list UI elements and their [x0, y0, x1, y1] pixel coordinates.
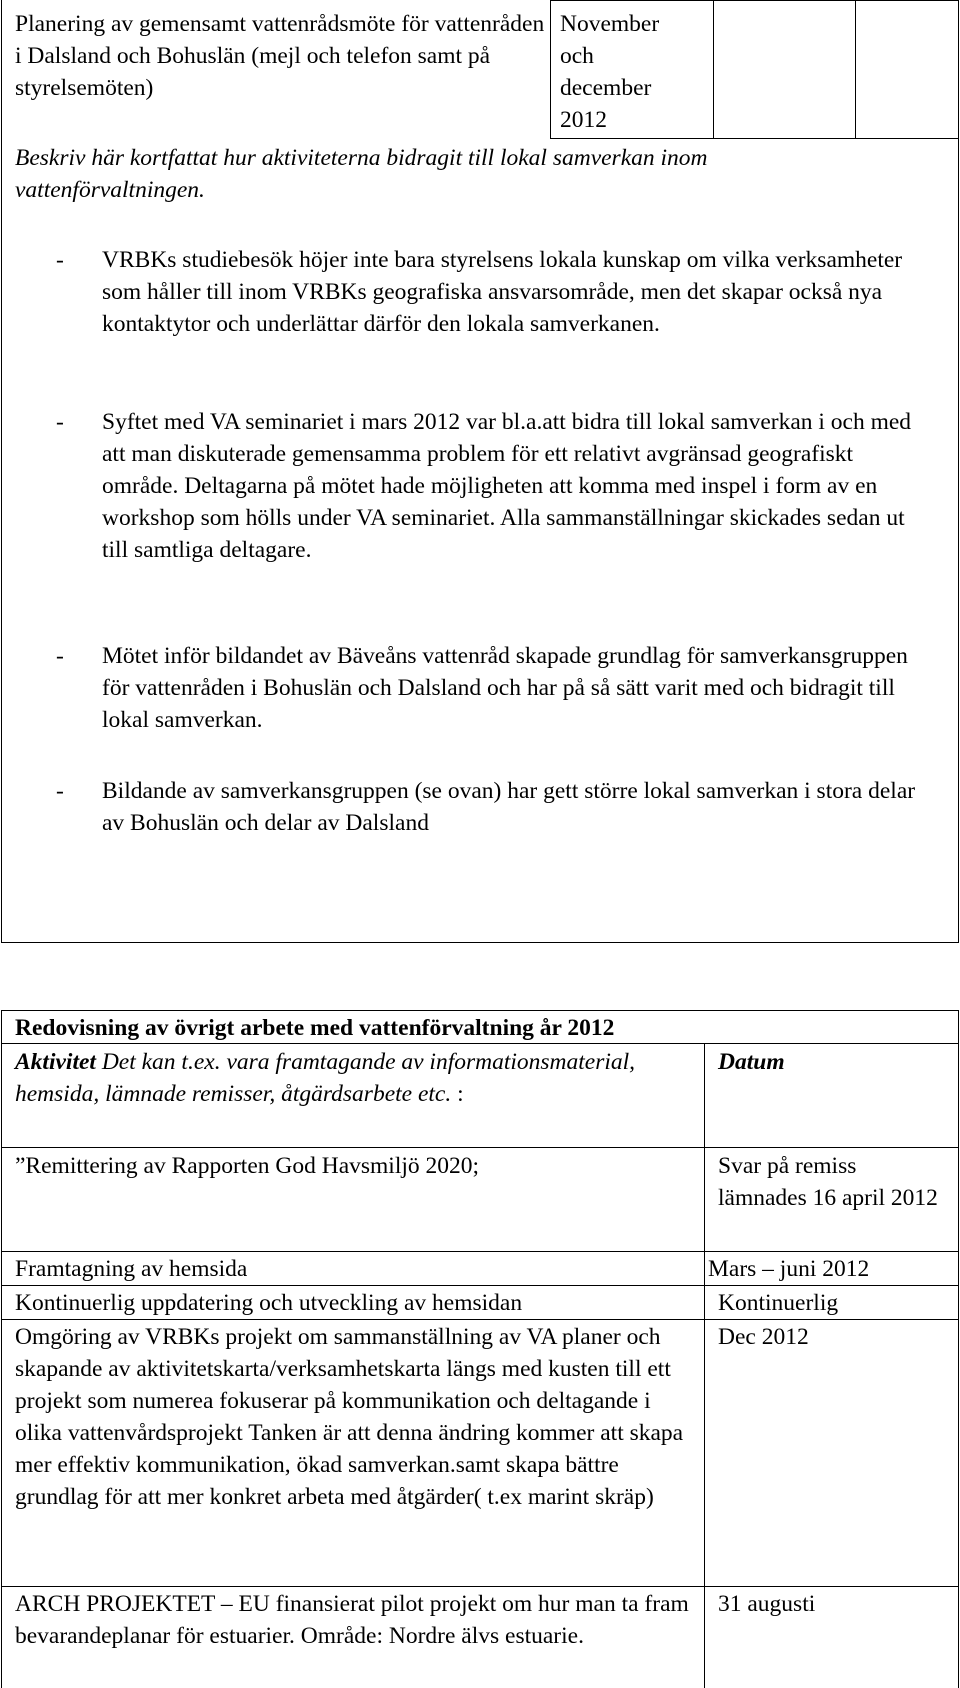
table2-title: Redovisning av övrigt arbete med vattenförvaltning år 2012: [15, 1015, 615, 1041]
table-row-activity: Kontinuerlig uppdatering och utveckling av hemsidan: [15, 1290, 523, 1316]
table2-row-divider: [1, 1285, 959, 1286]
table1-border-bottom: [1, 942, 959, 943]
table2-border-top: [1, 1010, 959, 1011]
bullet-text: VRBKs studiebesök höjer inte bara styrelsens lokala kunskap om vilka verksamheter som håller till inom VRBKs geografiska ansvarsområde, men det skapar också nya kontaktytor och underlättar därför den lokala samverkanen.: [102, 247, 903, 337]
bullet-text: Syftet med VA seminariet i mars 2012 var bl.a.att bidra till lokal samverkan i och med att man diskuterade gemensamma problem för ett relativt avgränsad geografiskt område. Deltagarna på mötet hade möjligheten att komma med inspel i form av en workshop som hölls under VA seminariet. Alla sammanställningar skickades sedan ut till samtliga deltagare.: [102, 409, 912, 563]
planning-date-line: November: [560, 11, 660, 37]
planning-date-line: 2012: [560, 107, 607, 133]
table-row-activity: Framtagning av hemsida: [15, 1256, 248, 1282]
table-row-activity: ”Remittering av Rapporten God Havsmiljö 2020;: [15, 1153, 480, 1179]
table2-header-divider: [1, 1147, 959, 1148]
table1-row-divider: [550, 138, 958, 139]
bullet-dash: -: [56, 247, 64, 273]
table1-col-divider-3: [855, 0, 856, 138]
table-row-activity: Omgöring av VRBKs projekt om sammanställning av VA planer och skapande av aktivitetskarta/verksamhetskarta längs med kusten till ett projekt som numerea fokuserar på kommunikation och deltagande i olika vattenvårdsprojekt Tanken är att denna ändring kommer att skapa mer effektiv kommunikation, ökad samverkan.samt skapa bättre grundlag för att mer konkret arbeta med åtgärder( t.ex marint skräp): [15, 1324, 684, 1510]
table1-col-divider-1: [550, 0, 551, 138]
table-row-date: Svar på remiss lämnades 16 april 2012: [718, 1153, 938, 1211]
table2-row-divider: [1, 1586, 959, 1587]
table-row-date: Dec 2012: [718, 1324, 809, 1350]
bullet-dash: -: [56, 778, 64, 804]
activity-desc: Det kan t.ex. vara framtagande av informationsmaterial, hemsida, lämnade remisser, åtgärdsarbete etc.: [15, 1049, 636, 1107]
table2-row-divider: [1, 1251, 959, 1252]
bullet-text: Bildande av samverkansgruppen (se ovan) har gett större lokal samverkan i stora delar av Bohuslän och delar av Dalsland: [102, 778, 916, 836]
table2-row-divider: [1, 1319, 959, 1320]
table-row-activity: ARCH PROJEKTET – EU finansierat pilot projekt om hur man ta fram bevarandeplanar för estuarier. Område: Nordre älvs estuarie.: [15, 1591, 689, 1649]
header-date: Datum: [718, 1049, 785, 1075]
describe-heading: Beskriv här kortfattat hur aktiviteterna bidragit till lokal samverkan inom vattenförvaltningen.: [15, 145, 708, 203]
planning-activity-text: Planering av gemensamt vattenrådsmöte för vattenråden i Dalsland och Bohuslän (mejl och telefon samt på styrelsemöten): [15, 11, 545, 101]
table1-col-divider-2: [713, 0, 714, 138]
bullet-dash: -: [56, 643, 64, 669]
table1-border-top-right: [550, 0, 958, 1]
table-row-date: Kontinuerlig: [718, 1290, 839, 1316]
bullet-text: Mötet inför bildandet av Bäveåns vattenråd skapade grundlag för samverkansgruppen för vattenråden i Bohuslän och Dalsland och har på så sätt varit med och bidragit till lokal samverkan.: [102, 643, 908, 733]
table1-border-left: [1, 0, 2, 943]
planning-date-line: december: [560, 75, 652, 101]
activity-suffix: :: [451, 1081, 464, 1107]
activity-label: Aktivitet: [15, 1049, 96, 1075]
header-activity: [15, 1046, 655, 1110]
table1-border-right: [958, 0, 959, 943]
bullet-dash: -: [56, 409, 64, 435]
table-row-date: Mars – juni 2012: [708, 1256, 870, 1282]
planning-date: [560, 8, 710, 136]
table-row-date: 31 augusti: [718, 1591, 816, 1617]
table2-col-divider: [704, 1043, 705, 1688]
planning-date-line: och: [560, 43, 594, 69]
